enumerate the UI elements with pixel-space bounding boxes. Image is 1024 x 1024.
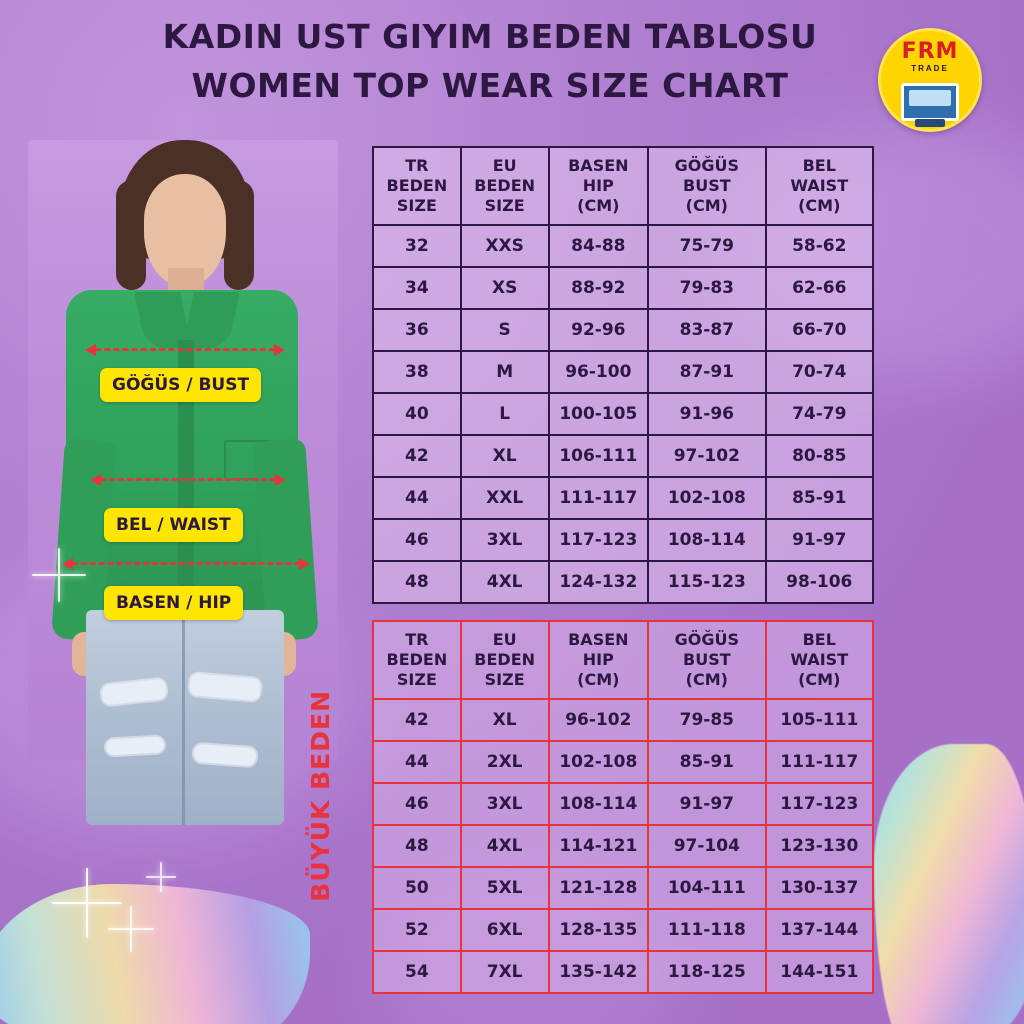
cell-eu-size: 3XL (461, 783, 549, 825)
table-row (373, 393, 873, 435)
table-row (373, 435, 873, 477)
table-row (373, 351, 873, 393)
cell-measure: 79-85 (648, 699, 765, 741)
cell-eu-size: 6XL (461, 909, 549, 951)
jeans-rip (106, 736, 165, 755)
column-header-4 (648, 147, 765, 225)
cell-eu-size: 3XL (461, 519, 549, 561)
ripped-jeans (86, 610, 284, 825)
cell-measure: 104-111 (648, 867, 765, 909)
table-row (373, 477, 873, 519)
cell-eu-size: M (461, 351, 549, 393)
column-header-line: BASEN (568, 630, 629, 649)
column-header-2 (461, 147, 549, 225)
column-header-line: EU (492, 630, 517, 649)
table-row (373, 267, 873, 309)
cell-measure: 97-102 (648, 435, 765, 477)
cell-measure: 74-79 (766, 393, 873, 435)
cell-measure: 124-132 (549, 561, 649, 603)
jeans-seam (182, 610, 185, 825)
waist-measure-arrow-icon (100, 478, 276, 481)
page-title (120, 18, 860, 106)
table-row (373, 909, 873, 951)
column-header-line: BUST (683, 176, 731, 195)
table-row (373, 561, 873, 603)
cell-eu-size: XL (461, 435, 549, 477)
column-header-line: BASEN (568, 156, 629, 175)
cell-tr-size: 32 (373, 225, 461, 267)
cell-measure: 84-88 (549, 225, 649, 267)
cell-measure: 96-102 (549, 699, 649, 741)
cell-measure: 87-91 (648, 351, 765, 393)
column-header-line: (CM) (685, 196, 728, 215)
table-header (373, 621, 873, 699)
column-header-5 (766, 147, 873, 225)
table-header-row (373, 621, 873, 699)
cell-tr-size: 40 (373, 393, 461, 435)
cell-measure: 62-66 (766, 267, 873, 309)
standard-size-table (372, 146, 874, 604)
column-header-line: BUST (683, 650, 731, 669)
cell-measure: 111-117 (766, 741, 873, 783)
table-row (373, 783, 873, 825)
table-row (373, 519, 873, 561)
cell-measure: 102-108 (648, 477, 765, 519)
cell-measure: 85-91 (648, 741, 765, 783)
cell-tr-size: 48 (373, 561, 461, 603)
shopping-cart-icon (901, 83, 959, 121)
cell-measure: 80-85 (766, 435, 873, 477)
cell-measure: 66-70 (766, 309, 873, 351)
cell-measure: 111-118 (648, 909, 765, 951)
table-row (373, 951, 873, 993)
cell-eu-size: XXS (461, 225, 549, 267)
column-header-5 (766, 621, 873, 699)
column-header-4 (648, 621, 765, 699)
jeans-rip (193, 744, 256, 766)
hip-measure-arrow-icon (72, 562, 300, 565)
column-header-line: TR (405, 156, 429, 175)
column-header-line: SIZE (484, 670, 525, 689)
bust-label: GÖĞÜS / BUST (100, 368, 261, 402)
cell-eu-size: 2XL (461, 741, 549, 783)
cell-measure: 79-83 (648, 267, 765, 309)
cell-measure: 135-142 (549, 951, 649, 993)
cell-measure: 58-62 (766, 225, 873, 267)
cell-measure: 75-79 (648, 225, 765, 267)
column-header-line: (CM) (577, 196, 620, 215)
logo-sub-text: TRADE (911, 64, 949, 73)
cell-measure: 98-106 (766, 561, 873, 603)
cell-tr-size: 36 (373, 309, 461, 351)
column-header-1 (373, 147, 461, 225)
cell-measure: 96-100 (549, 351, 649, 393)
cell-tr-size: 52 (373, 909, 461, 951)
brand-logo (878, 28, 982, 132)
table-row (373, 699, 873, 741)
model-hair-right (224, 180, 254, 290)
bust-measure-arrow-icon (95, 348, 275, 351)
table-body (373, 699, 873, 993)
column-header-3 (549, 147, 649, 225)
cell-measure: 117-123 (549, 519, 649, 561)
column-header-line: (CM) (798, 670, 841, 689)
cell-measure: 108-114 (549, 783, 649, 825)
table-row (373, 825, 873, 867)
cell-tr-size: 46 (373, 519, 461, 561)
column-header-line: BEDEN (386, 650, 448, 669)
cell-eu-size: S (461, 309, 549, 351)
table-row (373, 309, 873, 351)
table-header-row (373, 147, 873, 225)
cell-measure: 70-74 (766, 351, 873, 393)
column-header-line: (CM) (577, 670, 620, 689)
cell-measure: 144-151 (766, 951, 873, 993)
column-header-line: WAIST (790, 176, 849, 195)
column-header-line: SIZE (484, 196, 525, 215)
cell-measure: 121-128 (549, 867, 649, 909)
holographic-decoration-left (0, 884, 310, 1024)
table-row (373, 867, 873, 909)
title-turkish: KADIN UST GIYIM BEDEN TABLOSU (162, 17, 818, 56)
cell-measure: 92-96 (549, 309, 649, 351)
cell-measure: 91-96 (648, 393, 765, 435)
cell-measure: 108-114 (648, 519, 765, 561)
cell-measure: 91-97 (648, 783, 765, 825)
cell-eu-size: XXL (461, 477, 549, 519)
cell-eu-size: L (461, 393, 549, 435)
cell-tr-size: 34 (373, 267, 461, 309)
column-header-line: (CM) (685, 670, 728, 689)
jeans-rip (189, 673, 261, 701)
cell-tr-size: 44 (373, 477, 461, 519)
cell-eu-size: 7XL (461, 951, 549, 993)
cell-measure: 123-130 (766, 825, 873, 867)
model-photo (28, 140, 338, 760)
cell-measure: 91-97 (766, 519, 873, 561)
column-header-line: TR (405, 630, 429, 649)
model-hair-left (116, 180, 146, 290)
column-header-line: BEDEN (474, 650, 536, 669)
cell-tr-size: 46 (373, 783, 461, 825)
column-header-line: SIZE (396, 670, 437, 689)
column-header-line: (CM) (798, 196, 841, 215)
column-header-3 (549, 621, 649, 699)
column-header-line: SIZE (396, 196, 437, 215)
cell-eu-size: 4XL (461, 825, 549, 867)
title-english: WOMEN TOP WEAR SIZE CHART (191, 65, 789, 105)
cell-measure: 88-92 (549, 267, 649, 309)
cell-tr-size: 42 (373, 435, 461, 477)
cell-tr-size: 48 (373, 825, 461, 867)
cell-measure: 117-123 (766, 783, 873, 825)
cell-measure: 102-108 (549, 741, 649, 783)
cell-tr-size: 42 (373, 699, 461, 741)
cell-measure: 105-111 (766, 699, 873, 741)
cell-eu-size: XL (461, 699, 549, 741)
jeans-rip (101, 679, 167, 706)
cell-measure: 130-137 (766, 867, 873, 909)
column-header-line: WAIST (790, 650, 849, 669)
cell-measure: 114-121 (549, 825, 649, 867)
column-header-line: GÖĞÜS (674, 630, 740, 649)
table-body (373, 225, 873, 603)
table-header (373, 147, 873, 225)
cell-tr-size: 44 (373, 741, 461, 783)
cell-eu-size: 5XL (461, 867, 549, 909)
table-row (373, 225, 873, 267)
column-header-line: EU (492, 156, 517, 175)
logo-brand-text: FRM (901, 39, 959, 64)
cell-tr-size: 50 (373, 867, 461, 909)
cell-tr-size: 38 (373, 351, 461, 393)
hip-label: BASEN / HIP (104, 586, 243, 620)
cell-eu-size: 4XL (461, 561, 549, 603)
cell-tr-size: 54 (373, 951, 461, 993)
column-header-line: BEL (802, 156, 836, 175)
holographic-decoration-right (874, 744, 1024, 1024)
table-row (373, 741, 873, 783)
column-header-2 (461, 621, 549, 699)
cell-measure: 128-135 (549, 909, 649, 951)
column-header-line: BEDEN (474, 176, 536, 195)
cell-measure: 115-123 (648, 561, 765, 603)
column-header-1 (373, 621, 461, 699)
column-header-line: BEDEN (386, 176, 448, 195)
cell-measure: 83-87 (648, 309, 765, 351)
cell-eu-size: XS (461, 267, 549, 309)
column-header-line: BEL (802, 630, 836, 649)
column-header-line: HIP (582, 650, 614, 669)
column-header-line: GÖĞÜS (674, 156, 740, 175)
plus-size-table (372, 620, 874, 994)
column-header-line: HIP (582, 176, 614, 195)
cell-measure: 111-117 (549, 477, 649, 519)
cell-measure: 118-125 (648, 951, 765, 993)
cell-measure: 137-144 (766, 909, 873, 951)
cell-measure: 97-104 (648, 825, 765, 867)
cell-measure: 106-111 (549, 435, 649, 477)
plus-size-vertical-label: BÜYÜK BEDEN (306, 690, 335, 902)
cell-measure: 85-91 (766, 477, 873, 519)
waist-label: BEL / WAIST (104, 508, 243, 542)
cell-measure: 100-105 (549, 393, 649, 435)
